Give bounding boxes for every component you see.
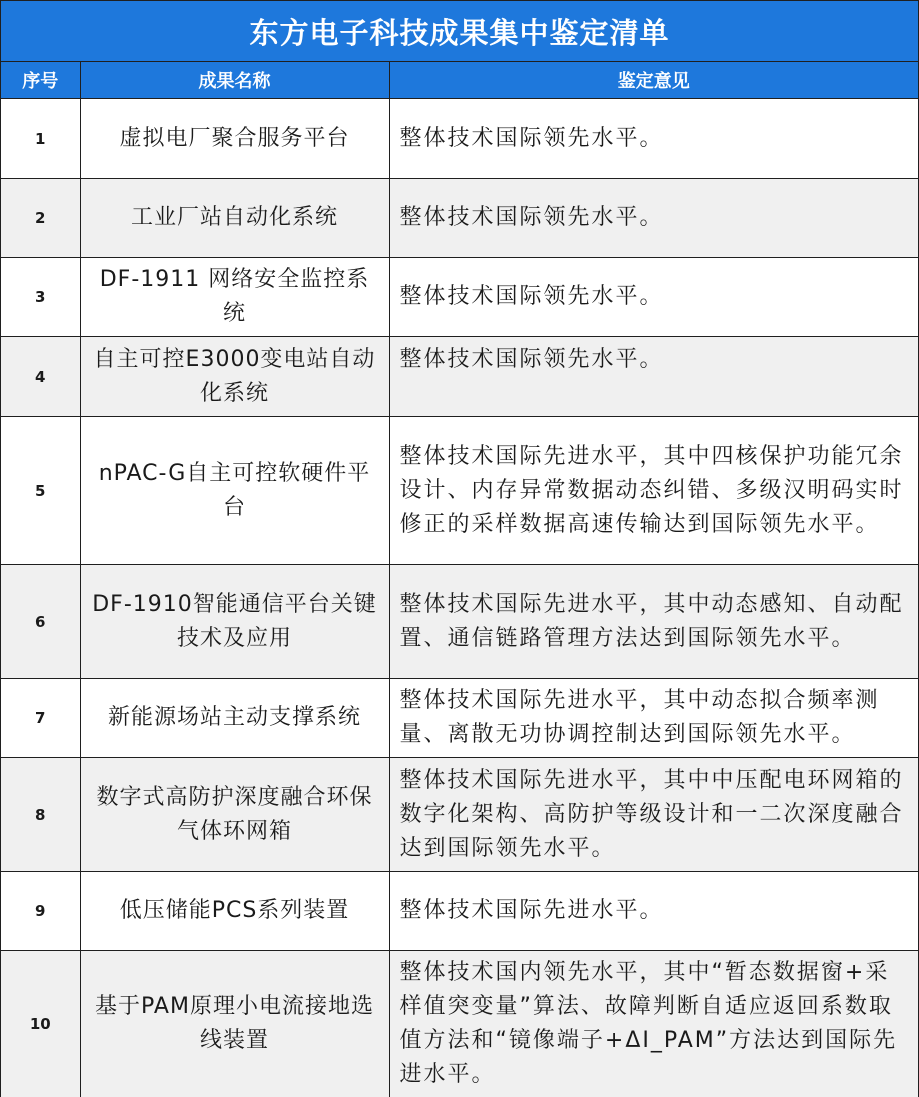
table-row <box>1 258 918 337</box>
row-index: 5 <box>1 417 80 565</box>
row-index: 2 <box>1 179 80 258</box>
table-row <box>1 951 918 1097</box>
row-name: 自主可控E3000变电站自动化系统 <box>80 337 389 417</box>
row-opinion: 整体技术国际领先水平。 <box>389 99 918 179</box>
table-row <box>1 337 918 417</box>
row-index: 8 <box>1 758 80 872</box>
row-opinion: 整体技术国际领先水平。 <box>389 337 918 417</box>
table-header-row <box>1 62 918 99</box>
table-row <box>1 872 918 951</box>
row-opinion: 整体技术国际领先水平。 <box>389 179 918 258</box>
row-index: 4 <box>1 337 80 417</box>
table-row <box>1 99 918 179</box>
row-index: 7 <box>1 679 80 758</box>
row-name: DF-1910智能通信平台关键技术及应用 <box>80 565 389 679</box>
row-opinion: 整体技术国际先进水平，其中四核保护功能冗余设计、内存异常数据动态纠错、多级汉明码实时修正的采样数据高速传输达到国际领先水平。 <box>389 417 918 565</box>
row-name: DF-1911 网络安全监控系统 <box>80 258 389 337</box>
table-row <box>1 679 918 758</box>
row-index: 3 <box>1 258 80 337</box>
row-index: 6 <box>1 565 80 679</box>
row-name: 低压储能PCS系列装置 <box>80 872 389 951</box>
column-header-opinion: 鉴定意见 <box>389 62 918 99</box>
table-row <box>1 179 918 258</box>
results-table <box>1 62 918 1097</box>
row-name: 新能源场站主动支撑系统 <box>80 679 389 758</box>
row-name: 工业厂站自动化系统 <box>80 179 389 258</box>
table-row <box>1 758 918 872</box>
row-name: 基于PAM原理小电流接地选线装置 <box>80 951 389 1097</box>
row-name: nPAC-G自主可控软硬件平台 <box>80 417 389 565</box>
row-opinion: 整体技术国际领先水平。 <box>389 258 918 337</box>
row-opinion: 整体技术国际先进水平。 <box>389 872 918 951</box>
column-header-index: 序号 <box>1 62 80 99</box>
row-opinion: 整体技术国际先进水平，其中动态拟合频率测量、离散无功协调控制达到国际领先水平。 <box>389 679 918 758</box>
row-index: 1 <box>1 99 80 179</box>
row-opinion: 整体技术国内领先水平，其中“暂态数据窗+采样值突变量”算法、故障判断自适应返回系数取值方法和“镜像端子+ΔI_PAM”方法达到国际先进水平。 <box>389 951 918 1097</box>
table-row <box>1 565 918 679</box>
row-index: 9 <box>1 872 80 951</box>
row-name: 虚拟电厂聚合服务平台 <box>80 99 389 179</box>
row-name: 数字式高防护深度融合环保气体环网箱 <box>80 758 389 872</box>
row-opinion: 整体技术国际先进水平，其中中压配电环网箱的数字化架构、高防护等级设计和一二次深度融合达到国际领先水平。 <box>389 758 918 872</box>
column-header-name: 成果名称 <box>80 62 389 99</box>
row-opinion: 整体技术国际先进水平，其中动态感知、自动配置、通信链路管理方法达到国际领先水平。 <box>389 565 918 679</box>
page-title: 东方电子科技成果集中鉴定清单 <box>1 1 918 62</box>
table-row <box>1 417 918 565</box>
row-index: 10 <box>1 951 80 1097</box>
